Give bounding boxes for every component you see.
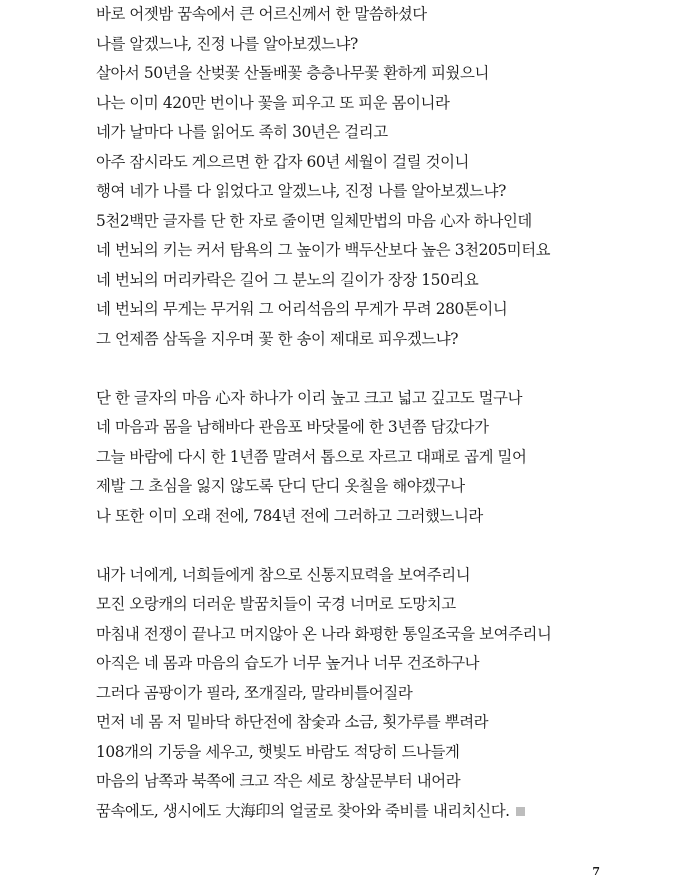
poem-line: 모진 오랑캐의 더러운 발꿈치들이 국경 너머로 도망치고 bbox=[96, 595, 456, 613]
poem-line: 그러다 곰팡이가 필라, 쪼개질라, 말라비틀어질라 bbox=[96, 683, 413, 702]
end-mark-square bbox=[516, 807, 525, 816]
poem-body bbox=[96, 0, 686, 826]
poem-line-last bbox=[96, 797, 686, 827]
stanza-1 bbox=[96, 0, 686, 354]
stanza-divider bbox=[96, 531, 686, 561]
poem-line: 네 번뇌의 머리카락은 길어 그 분노의 길이가 장장 150리요 bbox=[96, 270, 479, 289]
poem-line: 5천2백만 글자를 단 한 자로 줄이면 일체만법의 마음 心자 하나인데 bbox=[96, 211, 532, 230]
poem-line: 마음의 남쪽과 북쪽에 크고 작은 세로 창살문부터 내어라 bbox=[96, 772, 461, 790]
poem-line: 그 언제쯤 삼독을 지우며 꽃 한 송이 제대로 피우겠느냐? bbox=[96, 329, 459, 348]
poem-line: 네 번뇌의 무게는 무거워 그 어리석음의 무게가 무려 280톤이니 bbox=[96, 300, 508, 318]
poem-line-text: 꿈속에도, 생시에도 大海印의 얼굴로 찾아와 죽비를 내리치신다. bbox=[96, 801, 510, 820]
poem-line: 행여 네가 나를 다 읽었다고 알겠느냐, 진정 나를 알아보겠느냐? bbox=[96, 182, 506, 200]
stanza-3 bbox=[96, 561, 686, 827]
poem-line: 그늘 바람에 다시 한 1년쯤 말려서 톱으로 자르고 대패로 곱게 밀어 bbox=[96, 447, 527, 466]
poem-line: 네 마음과 몸을 남해바다 관음포 바닷물에 한 3년쯤 담갔다가 bbox=[96, 418, 489, 436]
poem-line: 네가 날마다 나를 읽어도 족히 30년은 걸리고 bbox=[96, 123, 388, 141]
poem-line: 나 또한 이미 오래 전에, 784년 전에 그러하고 그러했느니라 bbox=[96, 506, 483, 525]
poem-line: 나를 알겠느냐, 진정 나를 알아보겠느냐? bbox=[96, 34, 358, 53]
stanza-divider bbox=[96, 354, 686, 384]
poem-line: 나는 이미 420만 번이나 꽃을 피우고 또 피운 몸이니라 bbox=[96, 93, 450, 112]
poem-line: 단 한 글자의 마음 心자 하나가 이리 높고 크고 넓고 깊고도 멀구나 bbox=[96, 388, 523, 407]
poem-line: 살아서 50년을 산벚꽃 산돌배꽃 층층나무꽃 환하게 피웠으니 bbox=[96, 64, 489, 82]
poem-line: 108개의 기둥을 세우고, 햇빛도 바람도 적당히 드나들게 bbox=[96, 742, 460, 761]
poem-line: 제발 그 초심을 잃지 않도록 단디 단디 옷칠을 해야겠구나 bbox=[96, 477, 465, 495]
poem-line: 아주 잠시라도 게으르면 한 갑자 60년 세월이 걸릴 것이니 bbox=[96, 152, 470, 171]
poem-line: 바로 어젯밤 꿈속에서 큰 어르신께서 한 말씀하셨다 bbox=[96, 5, 427, 23]
page-number: 7 bbox=[592, 865, 600, 878]
poem-line: 내가 너에게, 너희들에게 참으로 신통지묘력을 보여주리니 bbox=[96, 565, 471, 584]
stanza-2 bbox=[96, 384, 686, 532]
poem-line: 마침내 전쟁이 끝나고 머지않아 온 나라 화평한 통일조국을 보여주리니 bbox=[96, 624, 552, 643]
poem-line: 먼저 네 몸 저 밑바닥 하단전에 참숯과 소금, 횟가루를 뿌려라 bbox=[96, 713, 489, 731]
poem-line: 아직은 네 몸과 마음의 습도가 너무 높거나 너무 건조하구나 bbox=[96, 654, 480, 672]
poem-line: 네 번뇌의 키는 커서 탐욕의 그 높이가 백두산보다 높은 3천205미터요 bbox=[96, 241, 551, 259]
